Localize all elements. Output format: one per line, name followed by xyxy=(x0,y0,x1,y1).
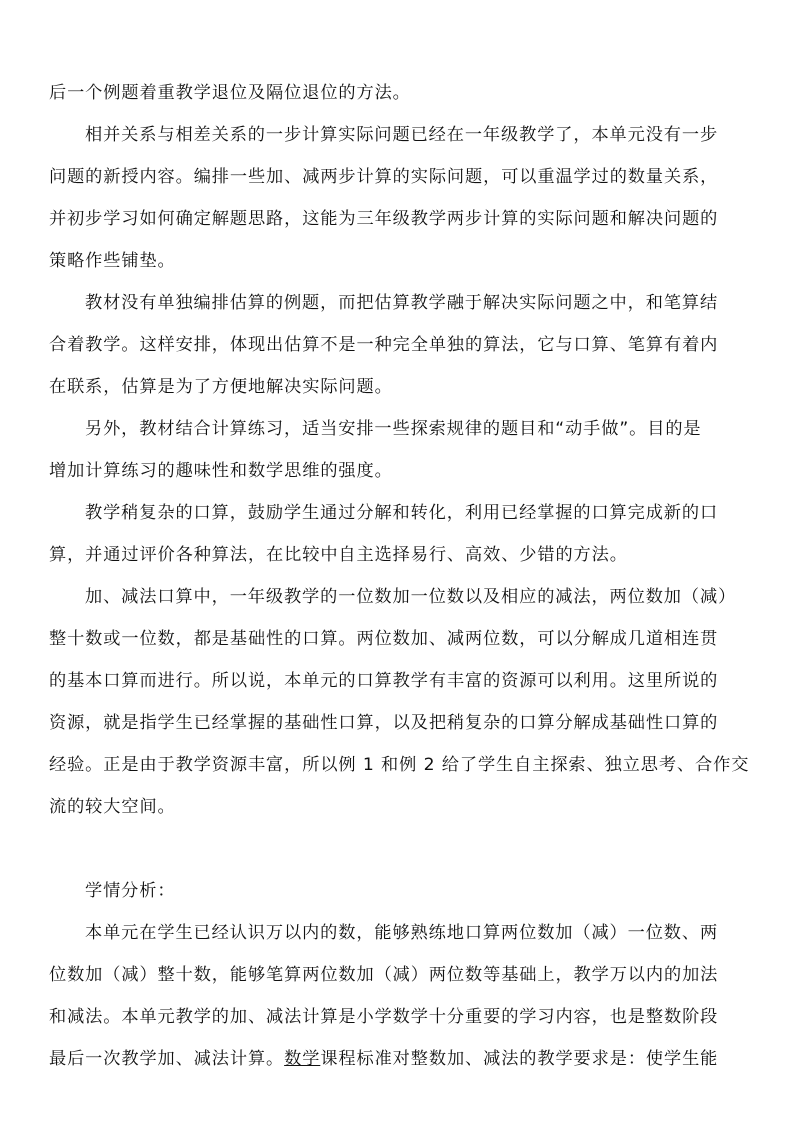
paragraph-5 xyxy=(49,492,757,576)
paragraph-3 xyxy=(49,282,757,408)
text-line: 另外，教材结合计算练习，适当安排一些探索规律的题目和“动手做”。目的是 xyxy=(85,419,702,439)
paragraph-4 xyxy=(49,408,757,492)
text-line: 策略作些铺垫。 xyxy=(49,251,176,271)
text-line: 本单元在学生已经认识万以内的数，能够熟练地口算两位数加（减）一位数、两 xyxy=(85,923,719,943)
paragraph-6 xyxy=(49,576,757,828)
text-line: 合着教学。这样安排，体现出估算不是一种完全单独的算法，它与口算、笔算有着内 xyxy=(49,335,719,355)
text-line: 资源，就是指学生已经掌握的基础性口算，以及把稍复杂的口算分解成基础性口算的 xyxy=(49,713,719,733)
text-line: 在联系，估算是为了方便地解决实际问题。 xyxy=(49,377,393,397)
blank-line xyxy=(49,828,757,870)
section-heading: 学情分析： xyxy=(85,881,176,901)
text-line: 加、减法口算中，一年级教学的一位数加一位数以及相应的减法，两位数加（减） xyxy=(85,587,737,607)
paragraph-1 xyxy=(49,72,757,114)
document-page xyxy=(49,72,757,1080)
text-line xyxy=(49,1038,757,1080)
text-line: 的基本口算而进行。所以说，本单元的口算教学有丰富的资源可以利用。这里所说的 xyxy=(49,671,719,691)
text-line: 位数加（减）整十数，能够笔算两位数加（减）两位数等基础上，教学万以内的加法 xyxy=(49,965,719,985)
text-line: 算，并通过评价各种算法，在比较中自主选择易行、高效、少错的方法。 xyxy=(49,545,628,565)
text-line: 和减法。本单元教学的加、减法计算是小学数学十分重要的学习内容，也是整数阶段 xyxy=(49,1007,719,1027)
text-segment: 最后一次教学加、减法计算。 xyxy=(49,1049,285,1069)
text-line: 整十数或一位数，都是基础性的口算。两位数加、减两位数，可以分解成几道相连贯 xyxy=(49,629,719,649)
paragraph-2 xyxy=(49,114,757,282)
text-line: 教材没有单独编排估算的例题，而把估算教学融于解决实际问题之中，和笔算结 xyxy=(85,293,719,313)
text-line: 后一个例题着重教学退位及隔位退位的方法。 xyxy=(49,83,411,103)
analysis-paragraph xyxy=(49,912,757,1080)
text-segment: 课程标准对整数加、减法的教学要求是：使学生能 xyxy=(320,1049,719,1069)
math-link[interactable]: 数学 xyxy=(284,1049,321,1069)
text-line: 并初步学习如何确定解题思路，这能为三年级教学两步计算的实际问题和解决问题的 xyxy=(49,209,719,229)
text-line: 问题的新授内容。编排一些加、减两步计算的实际问题，可以重温学过的数量关系， xyxy=(49,167,719,187)
text-line: 相并关系与相差关系的一步计算实际问题已经在一年级教学了，本单元没有一步 xyxy=(85,125,719,145)
text-line: 流的较大空间。 xyxy=(49,797,176,817)
text-line: 经验。正是由于教学资源丰富，所以例 1 和例 2 给了学生自主探索、独立思考、合作交 xyxy=(49,755,750,775)
text-line: 教学稍复杂的口算，鼓励学生通过分解和转化，利用已经掌握的口算完成新的口 xyxy=(85,503,719,523)
text-line: 增加计算练习的趣味性和数学思维的强度。 xyxy=(49,461,393,481)
